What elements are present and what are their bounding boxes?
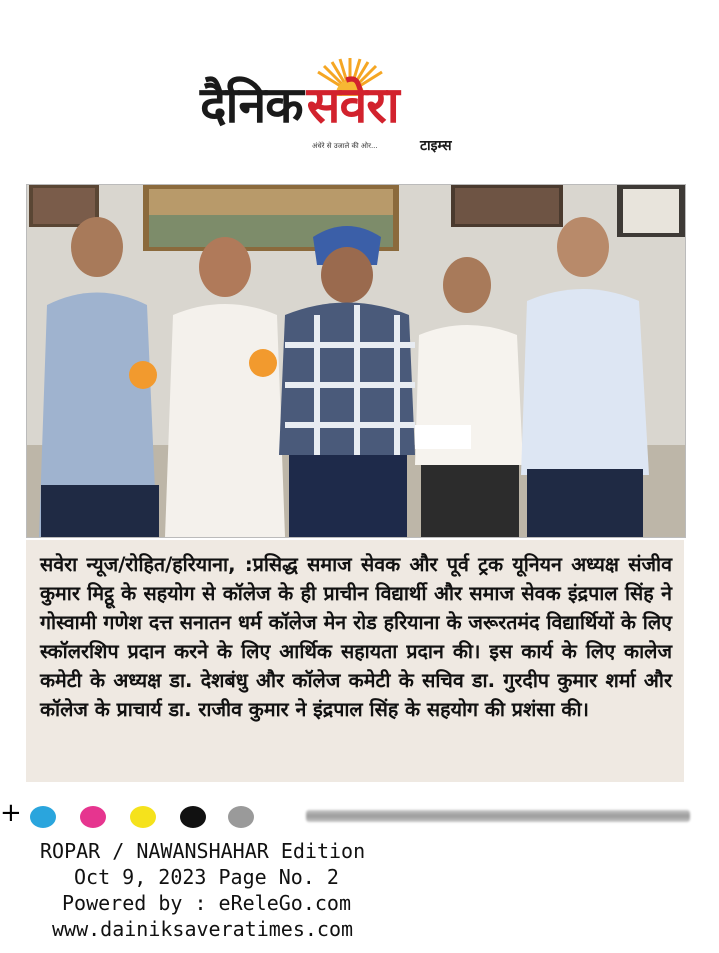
- website-link[interactable]: www.dainiksaveratimes.com: [52, 917, 354, 941]
- masthead-subtitle: टाइम्स: [420, 138, 452, 154]
- yellow-dot-icon: [130, 806, 156, 828]
- magenta-dot-icon: [80, 806, 106, 828]
- cyan-dot-icon: [30, 806, 56, 828]
- newspaper-masthead: [200, 62, 490, 162]
- black-dot-icon: [180, 806, 206, 828]
- grey-registration-strip: [306, 810, 690, 822]
- crosshair-mark-icon: +: [0, 798, 22, 828]
- article-text: सवेरा न्यूज/रोहित/हरियाना, :प्रसिद्ध समाज सेवक और पूर्व ट्रक यूनियन अध्यक्ष संजीव कुमार मिट्ठू के सहयोग से कॉलेज के ही प्राचीन विद्यार्थी और समाज सेवक इंद्रपाल सिंह ने गोस्वामी गणेश दत्त सनातन धर्म कॉलेज मेन रोड हरियाना के जरूरतमंद विद्यार्थियों के लिए स्कॉलरशिप प्रदान करने के लिए आर्थिक सहायता प्रदान की। इस कार्य के लिए कालेज कमेटी के अध्यक्ष डा. देशबंधु और कॉलेज कमेटी के सचिव डा. गुरदीप कुमार शर्मा और कॉलेज के प्राचार्य डा. राजीव कुमार ने इंद्रपाल सिंह के सहयोग की प्रशंसा की।: [40, 553, 672, 721]
- masthead-title: [200, 76, 399, 134]
- grey-dot-icon: [228, 806, 254, 828]
- masthead-tagline: अंधेरे से उजाले की ओर...: [312, 142, 378, 150]
- edition-label: ROPAR / NAWANSHAHAR Edition: [40, 839, 366, 863]
- date-page-label: Oct 9, 2023 Page No. 2: [74, 865, 339, 889]
- news-photo: [26, 184, 686, 538]
- edition-footer: [28, 838, 448, 942]
- masthead-title-savera: सवेरा: [306, 76, 399, 134]
- article-box: [26, 540, 684, 782]
- powered-by-label: Powered by : eReleGo.com: [62, 891, 351, 915]
- masthead-title-dainik: दैनिक: [200, 76, 303, 134]
